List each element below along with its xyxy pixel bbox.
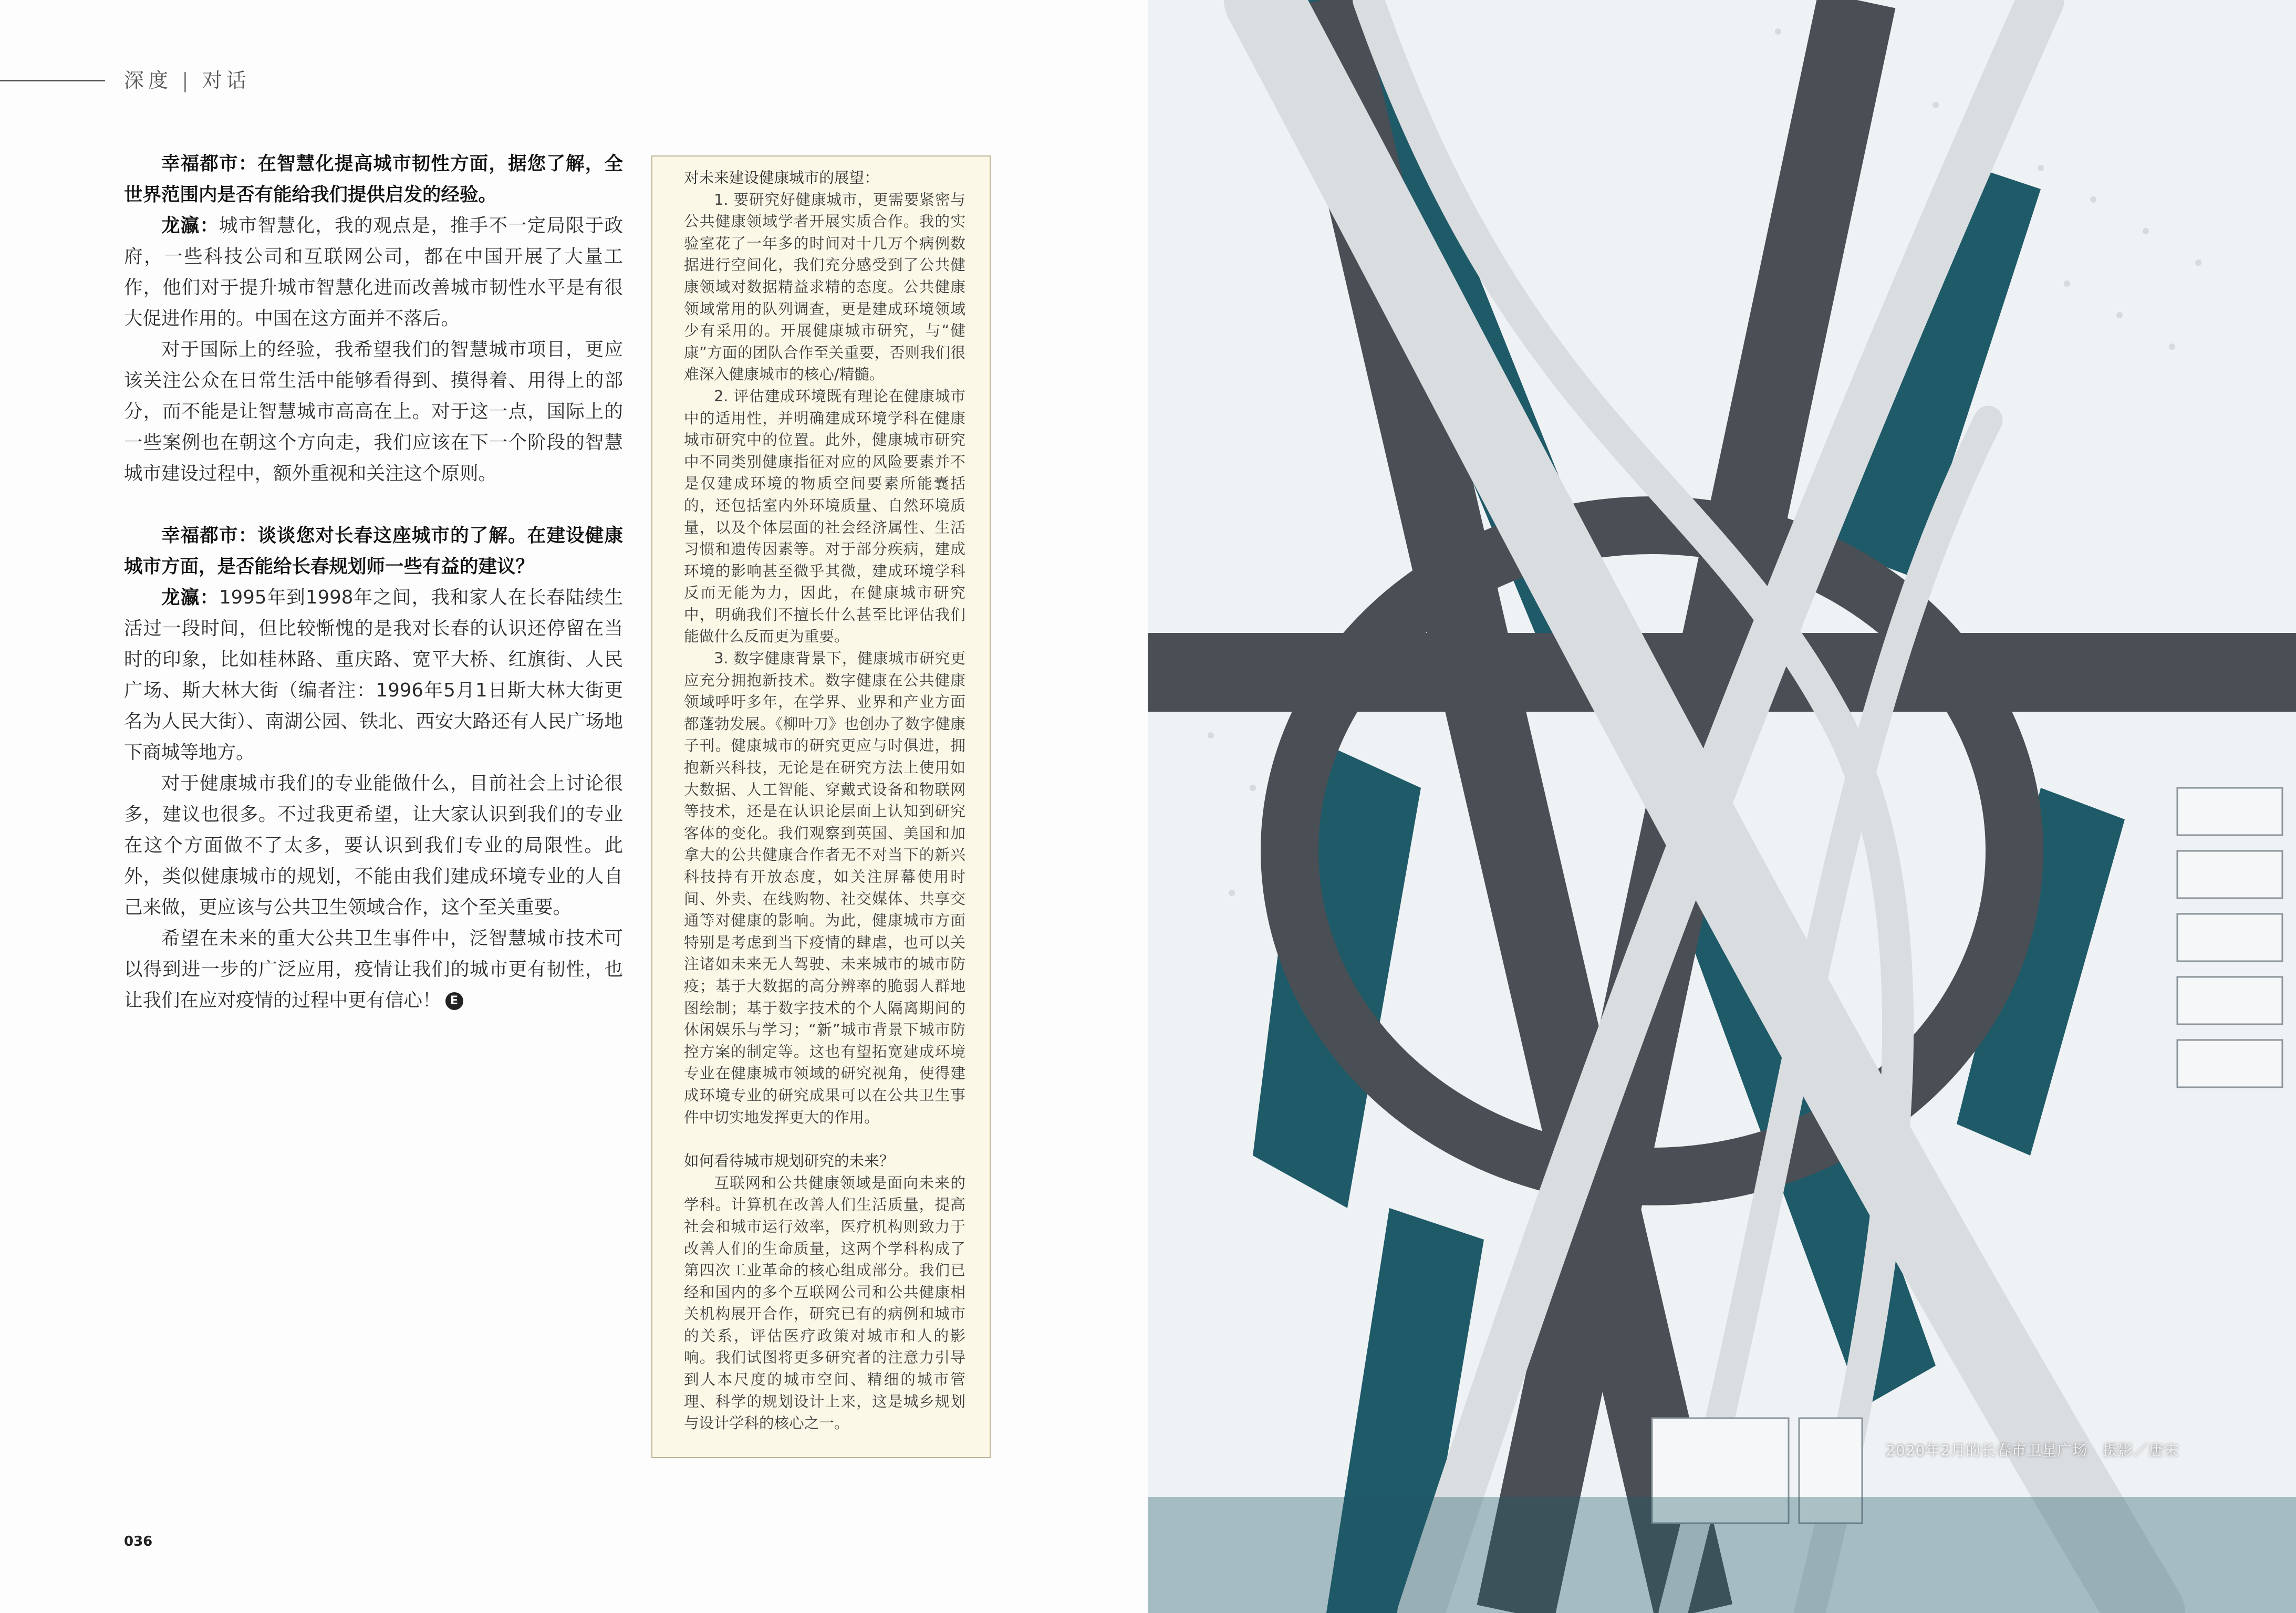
subsection-label: 对话	[202, 69, 251, 92]
article-body	[124, 148, 623, 1016]
speaker-label: 龙瀛：	[161, 215, 220, 236]
sidebar-paragraph-4: 互联网和公共健康领域是面向未来的学科。计算机在改善人们生活质量，提高社会和城市运行效率，医疗机构则致力于改善人们的生命质量，这两个学科构成了第四次工业革命的核心组成部分。我们已经和国内的多个互联网公司和公共健康相关机构展开合作，研究已有的病例和城市的关系，评估医疗政策对城市和人的影响。我们试图将更多研究者的注意力引导到人本尺度的城市空间、精细的城市管理、科学的规划设计上来，这是城乡规划与设计学科的核心之一。	[684, 1173, 965, 1432]
question-2: 幸福都市：谈谈您对长春这座城市的了解。在建设健康城市方面，是否能给长春规划师一些有益的建议？	[124, 525, 623, 577]
sidebar-title-1: 对未来建设健康城市的展望：	[684, 169, 879, 186]
sidebar-box	[651, 155, 991, 1458]
lower-shadow	[1148, 1497, 2296, 1613]
sidebar-point-2: 2. 评估建成环境既有理论在健康城市中的适用性，并明确建成环境学科在健康城市研究中的位置。此外，健康城市研究中不同类别健康指征对应的风险要素并不是仅建成环境的物质空间要素所能囊括的，还包括室内外环境质量、自然环境质量，以及个体层面的社会经济属性、生活习惯和遗传因素等。对于部分疾病，建成环境的影响甚至微乎其微，建成环境学科反而无能为力，因此，在健康城市研究中，明确我们不擅长什么甚至比评估我们能做什么反而更为重要。	[684, 387, 965, 646]
aerial-photo	[1148, 0, 2296, 1613]
answer-1	[124, 210, 623, 334]
answer-2-text: 1995年到1998年之间，我和家人在长春陆续生活过一段时间，但比较惭愧的是我对长春的认识还停留在当时的印象，比如桂林路、重庆路、宽平大桥、红旗街、人民广场、斯大林大街（编者注：1996年5月1日斯大林大街更名为人民大街）、南湖公园、铁北、西安大路还有人民广场地下商城等地方。	[124, 587, 623, 763]
end-mark-icon: E	[445, 992, 463, 1010]
speaker-label: 龙瀛：	[161, 587, 220, 608]
photo-caption: 2020年2月的长春市卫星广场 摄影／唐宋	[1886, 1442, 2179, 1459]
header-rule	[0, 80, 105, 81]
answer-2-paragraph-3	[124, 923, 623, 1016]
header-separator: |	[182, 69, 193, 92]
page-number: 036	[124, 1534, 153, 1549]
answer-2-paragraph-2: 对于健康城市我们的专业能做什么，目前社会上讨论很多，建议也很多。不过我更希望，让大家认识到我们的专业在这个方面做不了太多，要认识到我们专业的局限性。此外，类似健康城市的规划，不能由我们建成环境专业的人自己来做，更应该与公共卫生领域合作，这个至关重要。	[124, 773, 623, 918]
sidebar-point-1: 1. 要研究好健康城市，更需要紧密与公共健康领域学者开展实质合作。我的实验室花了一年多的时间对十几万个病例数据进行空间化，我们充分感受到了公共健康领域对数据精益求精的态度。公共健康领域常用的队列调查，更是建成环境领域少有采用的。开展健康城市研究，与“健康”方面的团队合作至关重要，否则我们很难深入健康城市的核心/精髓。	[684, 190, 965, 383]
answer-2	[124, 582, 623, 768]
section-header	[124, 64, 251, 93]
sidebar-point-3: 3. 数字健康背景下，健康城市研究更应充分拥抱新技术。数字健康在公共健康领域呼吁多年，在学界、业界和产业方面都蓬勃发展。《柳叶刀》也创办了数字健康子刊。健康城市的研究更应与时俱进，拥抱新兴科技，无论是在研究方法上使用如大数据、人工智能、穿戴式设备和物联网等技术，还是在认识论层面上认知到研究客体的变化。我们观察到英国、美国和加拿大的公共健康合作者无不对当下的新兴科技持有开放态度，如关注屏幕使用时间、外卖、在线购物、社交媒体、共享交通等对健康的影响。为此，健康城市方面特别是考虑到当下疫情的肆虐，也可以关注诸如未来无人驾驶、未来城市的城市防疫；基于大数据的高分辨率的脆弱人群地图绘制；基于数字技术的个人隔离期间的休闲娱乐与学习；“新”城市背景下城市防控方案的制定等。这也有望拓宽建成环境专业在健康城市领域的研究视角，使得建成环境专业的研究成果可以在公共卫生事件中切实地发挥更大的作用。	[684, 649, 965, 1126]
answer-1-paragraph-2: 对于国际上的经验，我希望我们的智慧城市项目，更应该关注公众在日常生活中能够看得到、摸得着、用得上的部分，而不能是让智慧城市高高在上。对于这一点，国际上的一些案例也在朝这个方向走，我们应该在下一个阶段的智慧城市建设过程中，额外重视和关注这个原则。	[124, 339, 623, 484]
question-1: 幸福都市：在智慧化提高城市韧性方面，据您了解，全世界范围内是否有能给我们提供启发的经验。	[124, 153, 623, 205]
sidebar-title-2: 如何看待城市规划研究的未来？	[684, 1152, 895, 1170]
answer-2-paragraph-3-text: 希望在未来的重大公共卫生事件中，泛智慧城市技术可以得到进一步的广泛应用，疫情让我们的城市更有韧性，也让我们在应对疫情的过程中更有信心！	[124, 928, 623, 1011]
section-label: 深度	[124, 69, 173, 92]
interchange-illustration	[1148, 0, 2296, 1613]
answer-1-text: 城市智慧化，我的观点是，推手不一定局限于政府，一些科技公司和互联网公司，都在中国开展了大量工作，他们对于提升城市智慧化进而改善城市韧性水平是有很大促进作用的。中国在这方面并不落后。	[124, 215, 623, 329]
